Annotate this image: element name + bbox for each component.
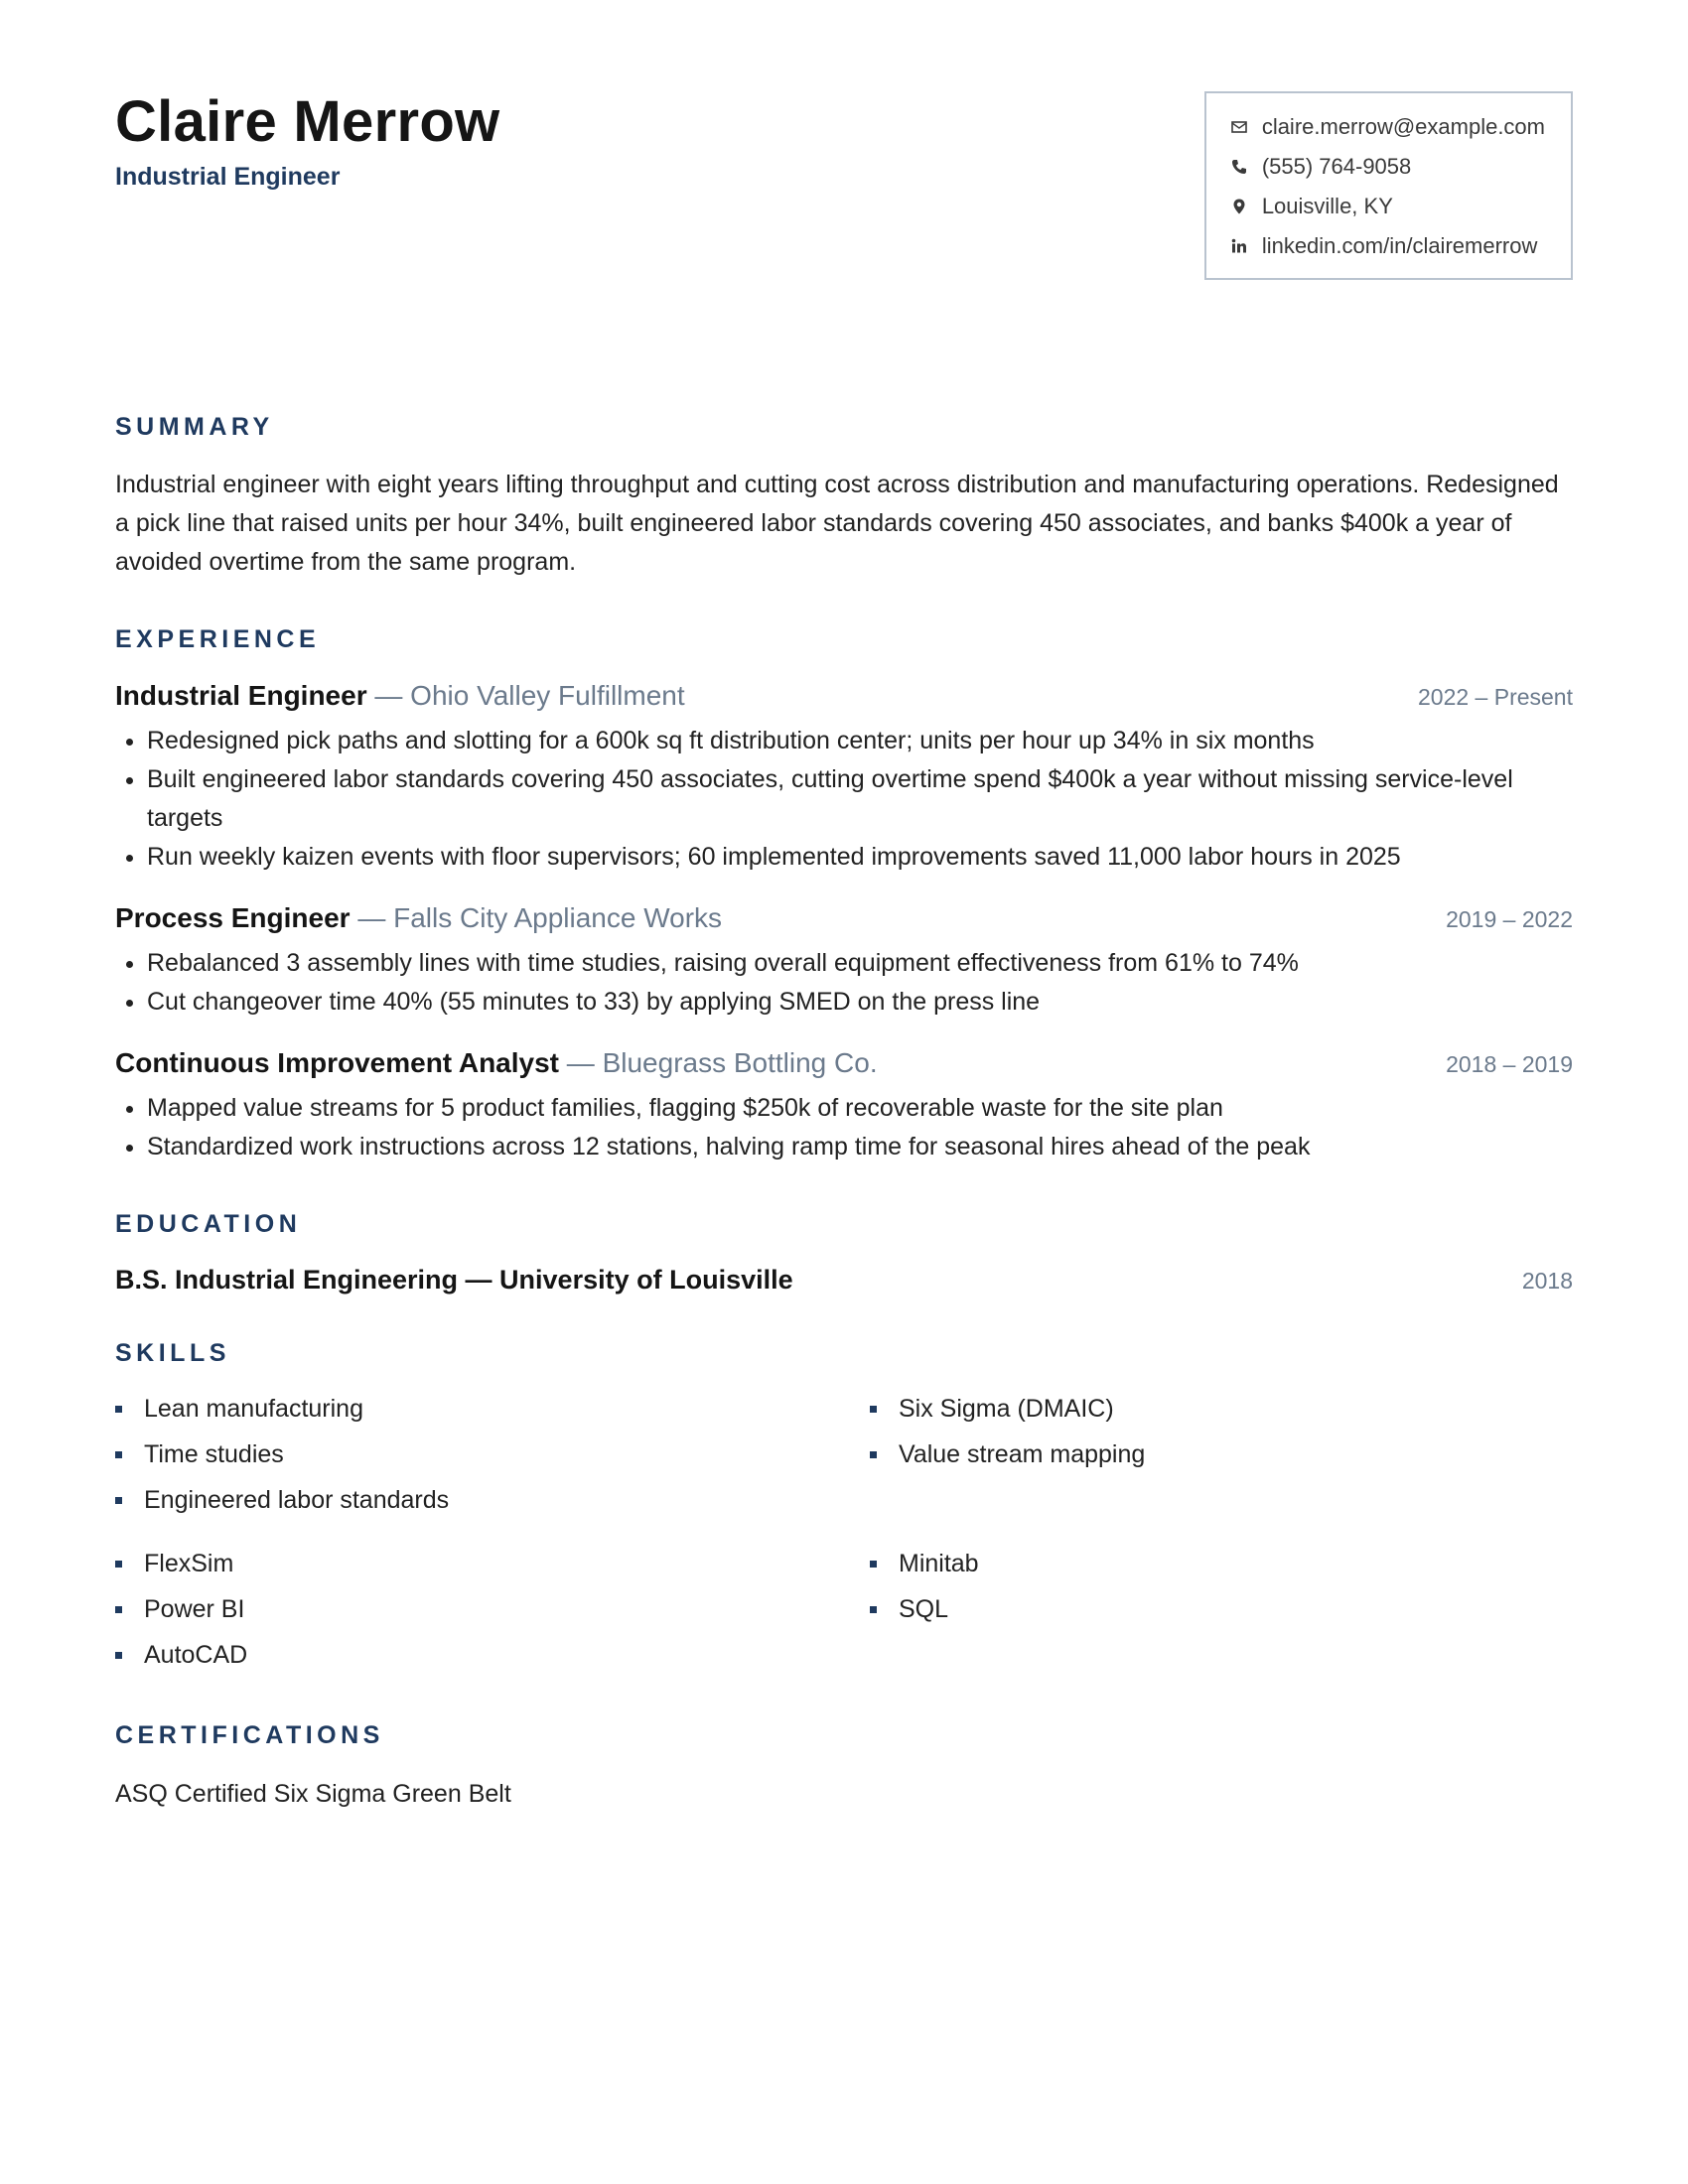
mail-icon xyxy=(1230,118,1248,136)
contact-box xyxy=(1204,91,1573,280)
job-role: Process Engineer xyxy=(115,902,351,933)
skills-group-1 xyxy=(115,1386,1573,1523)
job-entry xyxy=(115,1047,1573,1166)
phone-icon xyxy=(1230,158,1248,176)
skills-heading: SKILLS xyxy=(115,1339,230,1367)
linkedin-icon xyxy=(1230,237,1248,255)
job-company: — Ohio Valley Fulfillment xyxy=(366,680,685,711)
skill-label: Power BI xyxy=(144,1594,245,1623)
skill-label: Value stream mapping xyxy=(899,1439,1146,1468)
location-pin-icon xyxy=(1230,198,1248,215)
email-text: claire.merrow@example.com xyxy=(1261,114,1545,139)
job-company: — Falls City Appliance Works xyxy=(350,902,723,933)
skill-label: Time studies xyxy=(144,1439,284,1468)
skill-item xyxy=(115,1632,870,1678)
linkedin-text: linkedin.com/in/clairemerrow xyxy=(1261,233,1538,258)
bullet-square-icon xyxy=(115,1451,122,1458)
skill-label: Six Sigma (DMAIC) xyxy=(899,1394,1114,1423)
list-item: • Rebalanced 3 assembly lines with time studies, raising overall equipment effectiveness from 61% to 74% xyxy=(147,944,1573,983)
phone-text: (555) 764-9058 xyxy=(1261,154,1412,179)
skill-item xyxy=(115,1586,870,1632)
skill-item xyxy=(870,1586,1573,1632)
skill-label: SQL xyxy=(899,1594,949,1623)
bullet-square-icon xyxy=(115,1406,122,1413)
skills-section xyxy=(115,1339,1573,1678)
certifications-heading: CERTIFICATIONS xyxy=(115,1721,384,1749)
bullet-square-icon xyxy=(115,1497,122,1504)
certification-item: ASQ Certified Six Sigma Green Belt xyxy=(115,1780,511,1808)
contact-linkedin[interactable] xyxy=(1230,226,1545,266)
job-title: Industrial Engineer xyxy=(115,163,341,191)
bullet-square-icon xyxy=(870,1606,877,1613)
resume-header xyxy=(115,89,1573,284)
skill-item xyxy=(870,1386,1573,1432)
skill-item xyxy=(870,1541,1573,1586)
candidate-name: Claire Merrow xyxy=(115,89,500,154)
job-title-line xyxy=(115,902,722,934)
skills-column-left xyxy=(115,1541,870,1678)
list-item: • Redesigned pick paths and slotting for a 600k sq ft distribution center; units per hour up 34% in six months xyxy=(147,722,1573,760)
list-item: • Cut changeover time 40% (55 minutes to 33) by applying SMED on the press line xyxy=(147,983,1573,1022)
skill-item xyxy=(115,1541,870,1586)
skills-group-2 xyxy=(115,1541,1573,1678)
summary-heading: SUMMARY xyxy=(115,413,274,441)
job-company: — Bluegrass Bottling Co. xyxy=(559,1047,878,1078)
education-degree: B.S. Industrial Engineering — University of Louisville xyxy=(115,1265,793,1295)
job-bullets xyxy=(115,722,1573,877)
skill-label: Lean manufacturing xyxy=(144,1394,363,1423)
list-item: • Run weekly kaizen events with floor supervisors; 60 implemented improvements saved 11,000 labor hours in 2025 xyxy=(147,838,1573,877)
job-role: Industrial Engineer xyxy=(115,680,367,711)
job-dates: 2018 – 2019 xyxy=(1446,1051,1573,1077)
skill-label: Minitab xyxy=(899,1549,979,1577)
summary-block xyxy=(115,413,1573,582)
summary-text: Industrial engineer with eight years lifting throughput and cutting cost across distribution and manufacturing operations. Redesigned a pick line that raised units per hour 34%, built engineered labor standards covering 450 associates, and banks $400k a year of avoided overtime from the same program. xyxy=(115,471,1559,576)
skills-column-left xyxy=(115,1386,870,1523)
location-text: Louisville, KY xyxy=(1261,194,1393,218)
skill-label: Engineered labor standards xyxy=(144,1485,450,1514)
list-item: • Standardized work instructions across 12 stations, halving ramp time for seasonal hires ahead of the peak xyxy=(147,1128,1573,1166)
job-dates: 2022 – Present xyxy=(1417,684,1573,710)
contact-location xyxy=(1230,187,1545,226)
job-header xyxy=(115,680,1573,712)
skills-column-right xyxy=(870,1541,1573,1678)
education-entry xyxy=(115,1265,1573,1296)
list-item: • Mapped value streams for 5 product families, flagging $250k of recoverable waste for the site plan xyxy=(147,1089,1573,1128)
contact-phone[interactable] xyxy=(1230,147,1545,187)
job-title-line xyxy=(115,1047,878,1079)
job-bullets xyxy=(115,1089,1573,1166)
job-role: Continuous Improvement Analyst xyxy=(115,1047,560,1078)
certifications-section xyxy=(115,1721,1573,1809)
skill-item xyxy=(870,1432,1573,1477)
education-heading: EDUCATION xyxy=(115,1210,302,1238)
bullet-square-icon xyxy=(870,1406,877,1413)
education-year: 2018 xyxy=(1521,1268,1573,1294)
job-entry xyxy=(115,902,1573,1022)
education-section xyxy=(115,1210,1573,1296)
job-header xyxy=(115,1047,1573,1079)
experience-heading: EXPERIENCE xyxy=(115,625,321,653)
experience-section xyxy=(115,625,1573,1166)
name-block xyxy=(115,89,499,192)
contact-email[interactable] xyxy=(1230,107,1545,147)
skill-label: FlexSim xyxy=(144,1549,234,1577)
job-header xyxy=(115,902,1573,934)
job-entry xyxy=(115,680,1573,877)
job-title-line xyxy=(115,680,685,712)
list-item: • Built engineered labor standards covering 450 associates, cutting overtime spend $400k a year without missing service-level targets xyxy=(147,760,1573,838)
skills-column-right xyxy=(870,1386,1573,1523)
skill-item xyxy=(115,1477,870,1523)
job-dates: 2019 – 2022 xyxy=(1446,906,1573,932)
bullet-square-icon xyxy=(870,1561,877,1568)
bullet-square-icon xyxy=(115,1652,122,1659)
bullet-square-icon xyxy=(870,1451,877,1458)
job-bullets xyxy=(115,944,1573,1022)
bullet-square-icon xyxy=(115,1606,122,1613)
skill-label: AutoCAD xyxy=(144,1640,248,1669)
bullet-square-icon xyxy=(115,1561,122,1568)
skill-item xyxy=(115,1432,870,1477)
skill-item xyxy=(115,1386,870,1432)
